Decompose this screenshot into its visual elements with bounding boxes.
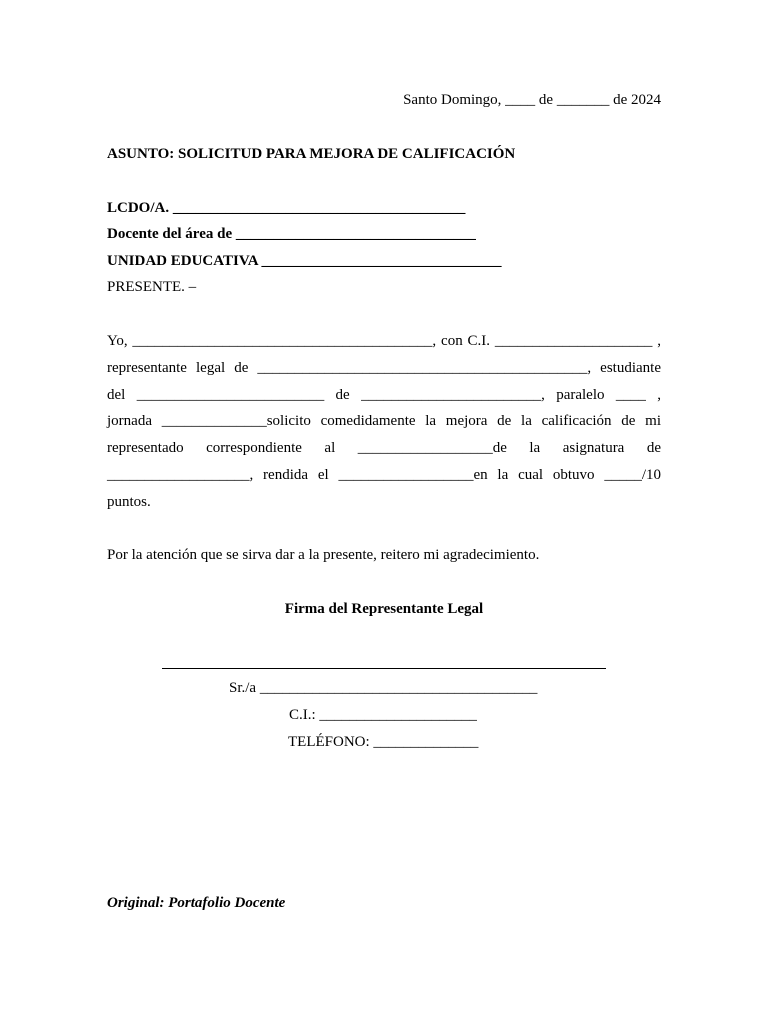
recipient-lcdo: LCDO/A. _______________________________________: [107, 200, 466, 216]
paragraph-line: puntos.: [107, 493, 151, 510]
thanks-line: Por la atención que se sirva dar a la presente, reitero mi agradecimiento.: [107, 547, 540, 563]
signature-title: Firma del Representante Legal: [284, 601, 484, 617]
signature-line: [162, 668, 606, 669]
signature-name: Sr./a _____________________________________: [229, 680, 538, 696]
paragraph-line: representante legal de ____________________________________________, estudiante: [107, 359, 661, 376]
original-note: Original: Portafolio Docente: [107, 895, 286, 911]
subject-heading: ASUNTO: SOLICITUD PARA MEJORA DE CALIFICACIÓN: [107, 146, 516, 162]
date-line: Santo Domingo, ____ de _______ de 2024: [403, 92, 661, 108]
paragraph-line: jornada ______________solicito comedidamente la mejora de la calificación de mi: [107, 413, 661, 430]
recipient-docente: Docente del área de ________________________________: [107, 226, 476, 242]
recipient-presente: PRESENTE. –: [107, 279, 197, 295]
signature-telefono: TELÉFONO: ______________: [288, 734, 479, 750]
recipient-unidad: UNIDAD EDUCATIVA ________________________________: [107, 253, 502, 269]
paragraph-line: Yo, ________________________________________, con C.I. _____________________ ,: [107, 333, 661, 349]
signature-ci: C.I.: _____________________: [289, 707, 477, 723]
paragraph-line: ___________________, rendida el __________________en la cual obtuvo _____/10: [107, 466, 661, 483]
paragraph-line: del _________________________ de ________________________, paralelo ____ ,: [107, 386, 661, 403]
paragraph-line: representado correspondiente al __________________de la asignatura de: [107, 440, 661, 457]
request-paragraph: [107, 328, 661, 516]
